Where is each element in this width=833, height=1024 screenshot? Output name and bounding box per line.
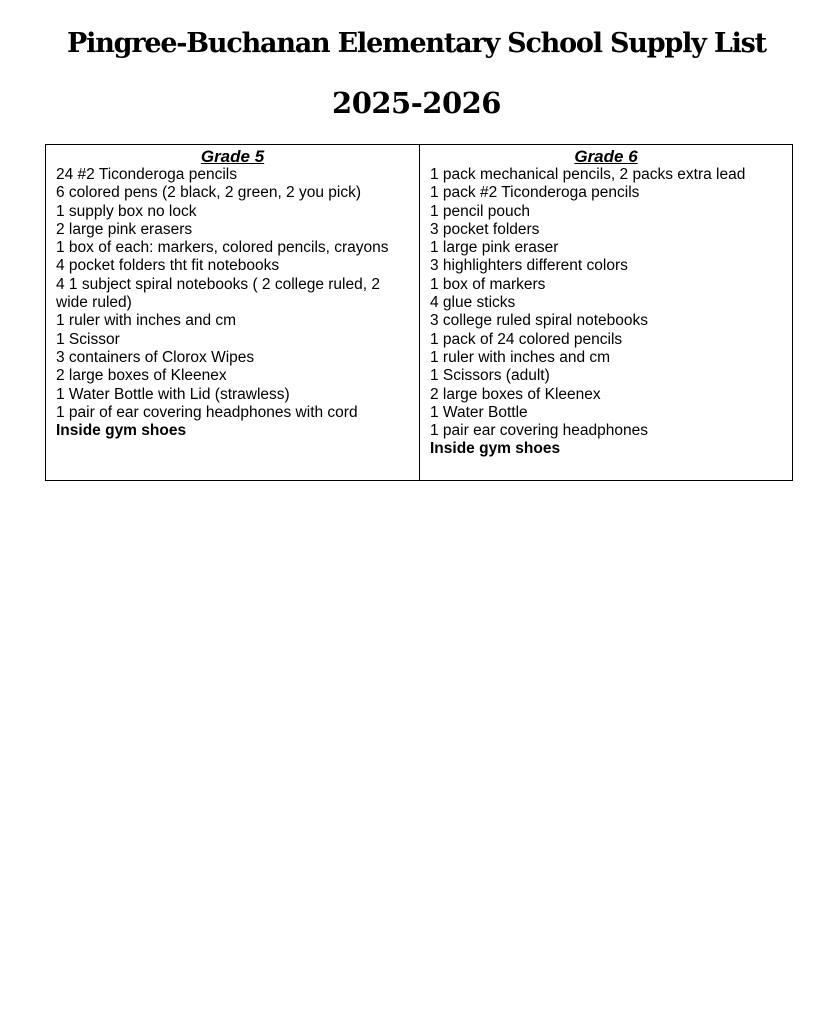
grade-6-item-gym-shoes: Inside gym shoes bbox=[430, 440, 561, 458]
grade-6-item: 1 Water Bottle bbox=[430, 403, 528, 421]
grade-6-item: 2 large boxes of Kleenex bbox=[430, 385, 601, 403]
grade-5-item: 6 colored pens (2 black, 2 green, 2 you pick) bbox=[56, 184, 362, 202]
grade-6-column bbox=[420, 145, 792, 480]
grade-5-item: 1 supply box no lock bbox=[56, 202, 197, 220]
grade-5-column bbox=[46, 145, 420, 480]
grade-5-item: 4 1 subject spiral notebooks ( 2 college ruled, 2 wide ruled) bbox=[56, 275, 380, 312]
grade-5-item-gym-shoes: Inside gym shoes bbox=[56, 422, 187, 440]
page-title: Pingree-Buchanan Elementary School Supply List bbox=[67, 28, 766, 59]
grade-5-item: 2 large boxes of Kleenex bbox=[56, 367, 227, 385]
school-year: 2025-2026 bbox=[332, 86, 501, 120]
grade-5-item: 1 box of each: markers, colored pencils, crayons bbox=[56, 239, 389, 257]
grade-6-item: 1 pack of 24 colored pencils bbox=[430, 330, 623, 348]
grade-6-item: 1 pack #2 Ticonderoga pencils bbox=[430, 184, 640, 202]
grade-6-item: 1 pack mechanical pencils, 2 packs extra lead bbox=[430, 166, 746, 183]
grade-5-item: 1 ruler with inches and cm bbox=[56, 312, 237, 330]
grade-5-item: 1 pair of ear covering headphones with cord bbox=[56, 403, 358, 421]
grade-5-item: 4 pocket folders tht fit notebooks bbox=[56, 257, 280, 275]
grade-6-item: 4 glue sticks bbox=[430, 294, 516, 312]
grade-6-item: 1 pencil pouch bbox=[430, 202, 530, 220]
grade-6-item: 1 Scissors (adult) bbox=[430, 367, 550, 385]
grade-5-item: 2 large pink erasers bbox=[56, 220, 193, 238]
grade-6-item: 3 highlighters different colors bbox=[430, 257, 628, 275]
grade-5-item: 1 Scissor bbox=[56, 330, 120, 348]
grade-5-item: 1 Water Bottle with Lid (strawless) bbox=[56, 385, 290, 403]
grade-6-item: 3 pocket folders bbox=[430, 220, 540, 238]
grade-6-item: 1 box of markers bbox=[430, 275, 546, 293]
grade-5-header: Grade 5 bbox=[200, 147, 265, 166]
grade-6-header: Grade 6 bbox=[574, 147, 638, 166]
grade-5-item: 3 containers of Clorox Wipes bbox=[56, 348, 255, 366]
supply-list-table bbox=[45, 144, 793, 481]
grade-6-item: 1 pair ear covering headphones bbox=[430, 422, 649, 440]
grade-5-item: 24 #2 Ticonderoga pencils bbox=[56, 166, 237, 183]
grade-6-item: 3 college ruled spiral notebooks bbox=[430, 312, 648, 330]
grade-6-item: 1 ruler with inches and cm bbox=[430, 348, 611, 366]
grade-6-item: 1 large pink eraser bbox=[430, 239, 559, 257]
